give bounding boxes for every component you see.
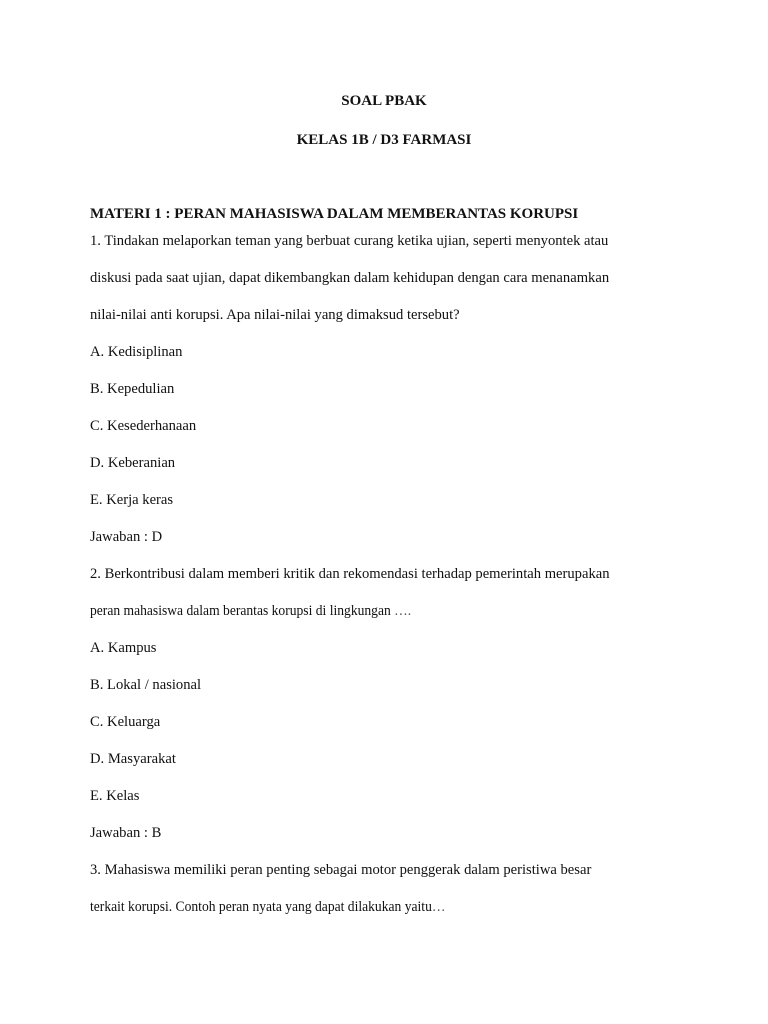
question-2-option-d: D. Masyarakat: [90, 751, 176, 767]
question-2-line-2-body: peran mahasiswa dalam berantas korupsi di lingkungan: [90, 603, 395, 619]
question-1-option-d: D. Keberanian: [90, 455, 176, 471]
question-1-option-e: E. Kerja keras: [90, 492, 174, 508]
question-2-line-2: [90, 602, 435, 620]
question-1-answer: Jawaban : D: [90, 529, 163, 545]
question-1-line-3: nilai-nilai anti korupsi. Apa nilai-nilai yang dimaksud tersebut?: [90, 307, 460, 323]
question-3-line-2-body: terkait korupsi. Contoh peran nyata yang dapat dilakukan yaitu: [90, 899, 432, 915]
question-2-option-e: E. Kelas: [90, 788, 140, 804]
question-1-option-a: A. Kedisiplinan: [90, 344, 183, 360]
question-1-line-1: 1. Tindakan melaporkan teman yang berbuat curang ketika ujian, seperti menyontek atau: [90, 233, 609, 249]
question-3-line-2-text: [90, 898, 445, 916]
question-2-option-b: B. Lokal / nasional: [90, 677, 202, 693]
question-2-ellipsis: ….: [394, 603, 412, 619]
document-subtitle: KELAS 1B / D3 FARMASI: [296, 132, 472, 148]
question-1-option-c: C. Kesederhanaan: [90, 418, 197, 434]
question-3-ellipsis: …: [431, 899, 446, 915]
question-2-option-c: C. Keluarga: [90, 714, 161, 730]
question-2-option-a: A. Kampus: [90, 640, 157, 656]
section-heading: MATERI 1 : PERAN MAHASISWA DALAM MEMBERANTAS KORUPSI: [90, 206, 579, 222]
question-2-line-2-text: [90, 602, 411, 620]
document-title: SOAL PBAK: [341, 93, 427, 109]
question-1-option-b: B. Kepedulian: [90, 381, 175, 397]
question-1-line-2: diskusi pada saat ujian, dapat dikembangkan dalam kehidupan dengan cara menanamkan: [90, 270, 610, 286]
question-3-line-2: [90, 898, 472, 916]
question-2-line-1: 2. Berkontribusi dalam memberi kritik dan rekomendasi terhadap pemerintah merupakan: [90, 566, 610, 582]
question-2-answer: Jawaban : B: [90, 825, 162, 841]
question-3-line-1: 3. Mahasiswa memiliki peran penting sebagai motor penggerak dalam peristiwa besar: [90, 862, 592, 878]
